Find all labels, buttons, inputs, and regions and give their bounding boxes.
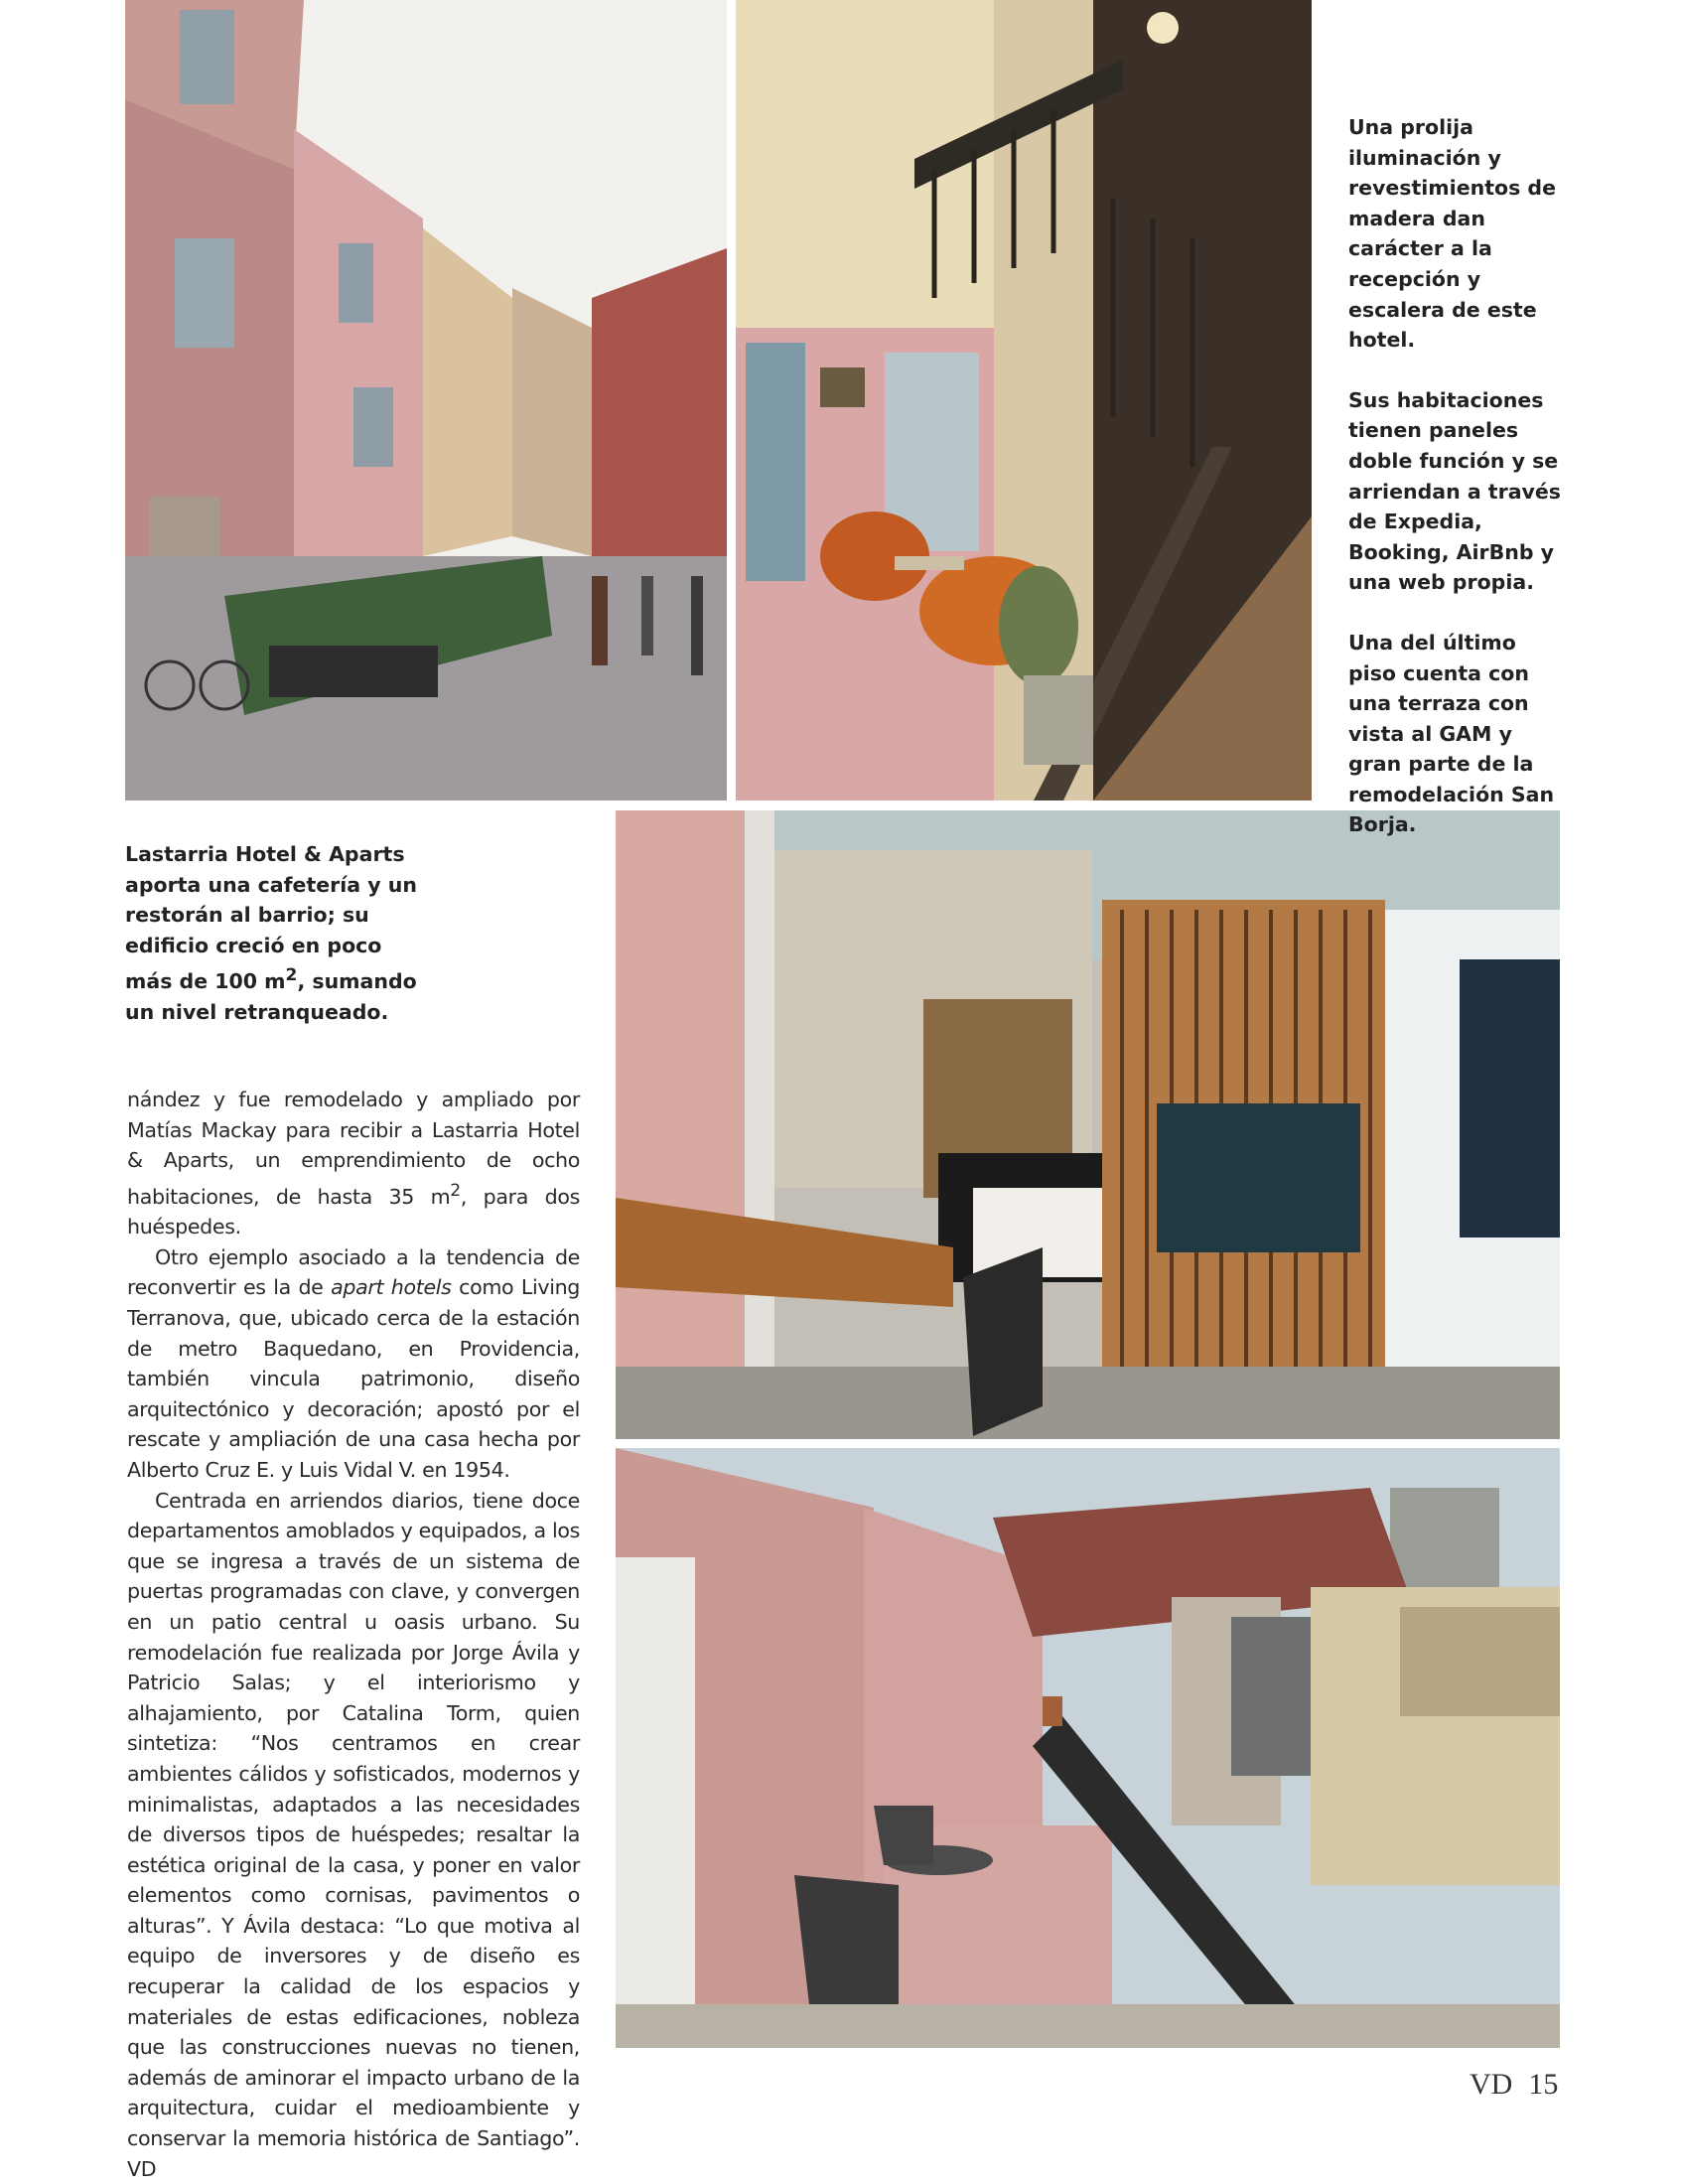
paragraph-1-superscript: 2 — [450, 1180, 461, 1201]
paragraph-2-end: como Living Terranova, que, ubicado cerca de la estación de metro Baquedano, en Providencia, también vincula patrimonio, diseño arquitectónico y decoración; apostó por el rescate y ampliación de una casa hecha por Alberto Cruz E. y Luis Vidal V. en 1954. — [127, 1275, 580, 1482]
paragraph-1-text: nández y fue remodelado y ampliado por Matías Mackay para recibir a Lastarria Hotel & Aparts, un emprendimiento de ocho habitaciones, de hasta 35 m — [127, 1088, 580, 1209]
page-number: 15 — [1528, 2068, 1559, 2101]
lastarria-caption — [125, 839, 419, 1027]
caption-lastarria-end: , sumando un nivel retranqueado. — [125, 969, 417, 1024]
page-footer — [1470, 2068, 1565, 2102]
caption-terrace: Una del último piso cuenta con una terraza con vista al GAM y gran parte de la remodelación San Borja. — [1348, 630, 1555, 837]
bedroom-photo — [616, 810, 1560, 1439]
paragraph-2-text: Otro ejemplo asociado a la tendencia de reconvertir es la de — [127, 1244, 580, 1300]
street-photo — [125, 0, 727, 801]
stairs-caption — [1348, 112, 1569, 840]
article-body — [127, 1085, 580, 2184]
paragraph-1-end: , para dos huéspedes. — [127, 1184, 580, 1239]
terrace-photo — [616, 1448, 1560, 2048]
paragraph-2 — [127, 1242, 580, 1486]
caption-rooms: Sus habitaciones tienen paneles doble función y se arriendan a través de Expedia, Booking, AirBnb y una web propia. — [1348, 387, 1561, 595]
stairs-photo — [736, 0, 1312, 801]
paragraph-3: Centrada en arriendos diarios, tiene doce departamentos amoblados y equipados, a los que se ingresa a través de un sistema de puertas programadas con clave, y convergen en un patio central u oasis urbano. Su remodelación fue realizada por Jorge Ávila y Patricio Salas; y el interiorismo y alhajamiento, por Catalina Torm, quien sintetiza: “Nos centramos en crear ambientes cálidos y sofisticados, modernos y minimalistas, adaptados a las necesidades de diversos tipos de huéspedes; resaltar la estética original de la casa, y poner en valor elementos como cornisas, pavimentos o alturas”. Y Ávila destaca: “Lo que motiva al equipo de inversores y de diseño es recuperar la calidad de los espacios y materiales de estas edificaciones, nobleza que las construcciones nuevas no tienen, además de aminorar el impacto urbano de la arquitectura, cuidar el medioambiente y conservar la memoria histórica de Santiago”. VD — [127, 1488, 580, 2181]
caption-lighting: Una prolija iluminación y revestimientos de madera dan carácter a la recepción y escalera de este hotel. — [1348, 115, 1556, 353]
caption-lastarria-text: Lastarria Hotel & Aparts aporta una cafetería y un restorán al barrio; su edificio creció en poco más de 100 m — [125, 842, 417, 994]
magazine-logo: VD — [1470, 2068, 1513, 2101]
paragraph-1 — [127, 1085, 580, 1242]
paragraph-2-emphasis: apart hotels — [331, 1275, 452, 1300]
caption-superscript: 2 — [285, 965, 298, 986]
